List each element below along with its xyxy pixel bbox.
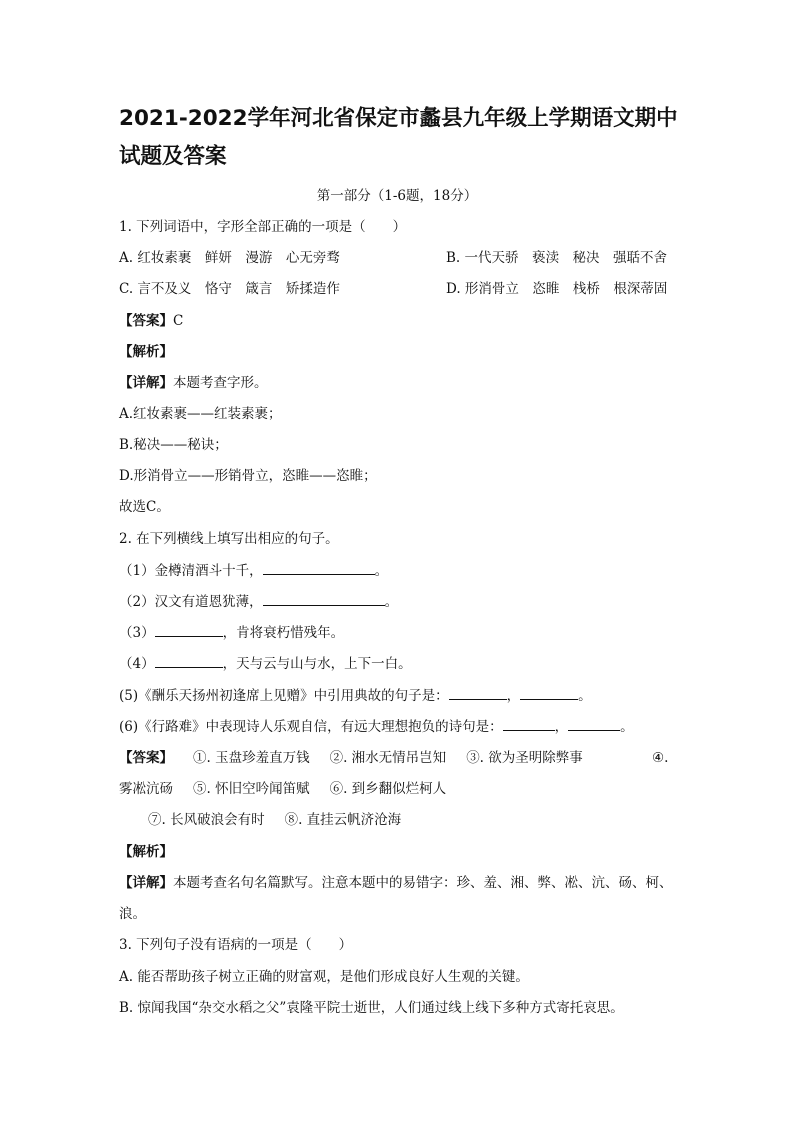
q1-stem: 1. 下列词语中，字形全部正确的一项是（ ） (119, 219, 407, 235)
sentence-text: ，天与云与山与水，上下一白。 (222, 656, 412, 672)
q2-sentence-3 (119, 623, 344, 643)
sentence-text: 。 (578, 688, 592, 704)
answer-value: C (173, 313, 184, 329)
q2-answer-line-2 (119, 779, 446, 799)
fill-blank[interactable] (263, 593, 385, 606)
fill-blank[interactable] (263, 562, 375, 575)
sentence-text: ，肯将衰朽惜残年。 (222, 625, 345, 641)
q2-sentence-5 (119, 686, 592, 706)
answer-item: ②. 湘水无情吊岂知 (329, 750, 447, 766)
fill-blank[interactable] (155, 655, 223, 668)
q1-conclusion: 故选C。 (119, 499, 170, 515)
q1-detail-line-1: A.红妆素裹——红装素裹； (119, 406, 282, 422)
q2-sentence-6 (119, 717, 634, 737)
q1-analysis-tag: 【解析】 (119, 344, 173, 360)
q2-stem: 2. 在下列横线上填写出相应的句子。 (119, 531, 339, 547)
sentence-text: （2）汉文有道恩犹薄， (119, 594, 263, 610)
answer-item: ⑧. 直挂云帆济沧海 (284, 812, 402, 828)
q2-sentence-1 (119, 561, 388, 581)
sentence-text: 。 (620, 719, 634, 735)
fill-blank[interactable] (449, 687, 507, 700)
q1-detail-line-2: B.秘决——秘诀； (119, 437, 228, 453)
q2-answer-4-start: ④. (652, 750, 669, 766)
answer-item: 雾凇沆砀 (119, 781, 173, 797)
fill-blank[interactable] (503, 718, 555, 731)
detail-tag: 【详解】 (119, 875, 173, 891)
sentence-text: （3） (119, 625, 155, 641)
q1-detail-line-3: D.形消骨立——形销骨立，恣睢——恣睢； (119, 468, 377, 484)
q1-option-b: B. 一代天骄 亵渎 秘决 强聒不舍 (446, 250, 668, 266)
q3-option-b: B. 惊闻我国“杂交水稻之父”袁隆平院士逝世，人们通过线上线下多种方式寄托哀思。 (119, 1000, 624, 1016)
fill-blank[interactable] (520, 687, 578, 700)
sentence-text: ， (506, 688, 521, 704)
fill-blank[interactable] (155, 624, 223, 637)
q2-answer-line-3 (148, 810, 401, 830)
detail-tag: 【详解】 (119, 375, 173, 391)
q1-answer (119, 311, 183, 331)
answer-item: ⑦. 长风破浪会有时 (148, 812, 265, 828)
sentence-text: (5)《酬乐天扬州初逢席上见赠》中引用典故的句子是： (119, 688, 449, 704)
q2-sentence-2 (119, 592, 398, 612)
sentence-text: (6)《行路难》中表现诗人乐观自信，有远大理想抱负的诗句是： (119, 719, 503, 735)
document-title: 2021-2022学年河北省保定市蠡县九年级上学期语文期中试题及答案 (119, 106, 678, 169)
part-header: 第一部分（1-6题，18分） (316, 188, 478, 204)
sentence-text: 。 (374, 563, 389, 579)
q3-option-a: A. 能否帮助孩子树立正确的财富观，是他们形成良好人生观的关键。 (119, 969, 529, 985)
answer-item: ①. 玉盘珍羞直万钱 (193, 750, 310, 766)
q1-option-a: A. 红妆素裹 鲜妍 漫游 心无旁骛 (119, 250, 340, 266)
q2-detail (119, 873, 673, 893)
q1-option-d: D. 形消骨立 恣睢 栈桥 根深蒂固 (446, 281, 668, 297)
detail-text: 本题考查字形。 (173, 375, 268, 391)
q2-analysis-tag: 【解析】 (119, 844, 173, 860)
answer-item: ⑥. 到乡翻似烂柯人 (329, 781, 447, 797)
q3-stem: 3. 下列句子没有语病的一项是（ ） (119, 937, 353, 953)
fill-blank[interactable] (568, 718, 620, 731)
q2-detail-cont: 浪。 (119, 906, 146, 922)
sentence-text: （4） (119, 656, 155, 672)
q1-detail (119, 373, 268, 393)
sentence-text: ， (554, 719, 569, 735)
q1-option-c: C. 言不及义 恪守 箴言 矫揉造作 (119, 281, 340, 297)
answer-tag: 【答案】 (119, 750, 173, 766)
answer-tag: 【答案】 (119, 313, 173, 329)
q2-sentence-4 (119, 654, 412, 674)
answer-item: ③. 欲为圣明除弊事 (466, 750, 583, 766)
sentence-text: （1）金樽清酒斗十千， (119, 563, 263, 579)
sentence-text: 。 (384, 594, 399, 610)
q2-answer-line-1 (119, 748, 583, 768)
answer-item: ⑤. 怀旧空吟闻笛赋 (193, 781, 310, 797)
detail-text: 本题考查名句名篇默写。注意本题中的易错字：珍、羞、湘、弊、凇、沆、砀、柯、 (173, 875, 673, 891)
